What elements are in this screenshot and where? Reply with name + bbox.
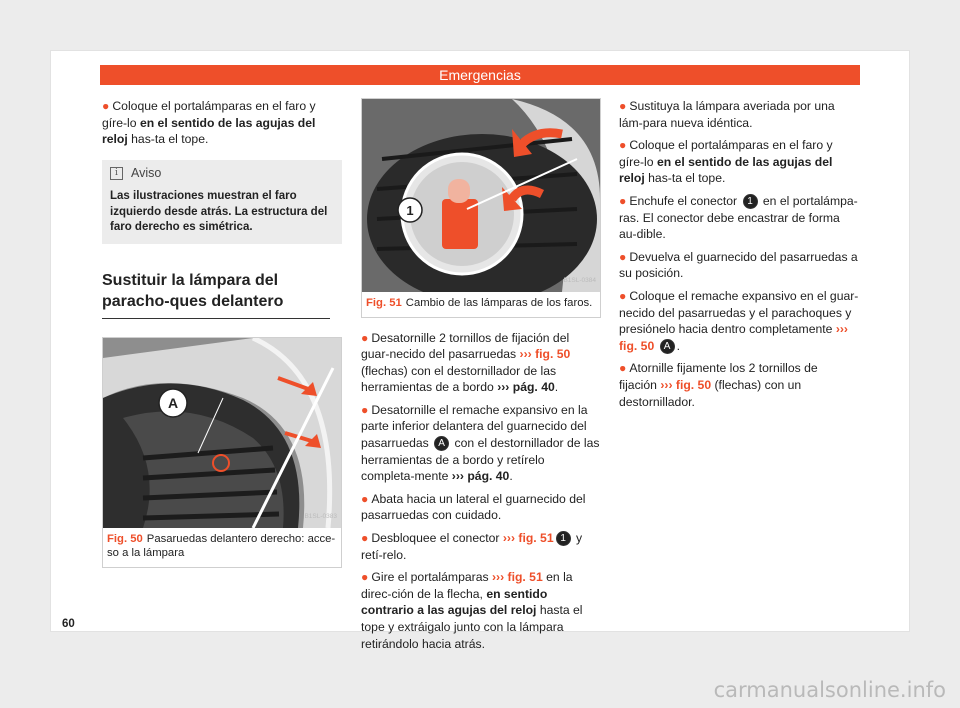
marker-1: 1	[406, 203, 414, 218]
fig-link[interactable]: ››› fig. 51	[491, 570, 543, 585]
page-link[interactable]: ››› pág. 40	[451, 469, 510, 484]
figure-code: B1SL-0383	[304, 513, 337, 521]
figure-code: B1SL-0384	[563, 277, 596, 285]
note-box	[102, 160, 342, 244]
headlamp-illustration	[362, 99, 600, 292]
marker-badge: A	[434, 436, 449, 451]
bullet-icon: ●	[619, 249, 627, 264]
figure-50-image	[103, 338, 341, 528]
page-link[interactable]: ››› pág. 40	[497, 380, 555, 395]
step-tighten-screws: ● Atornille fijamente los 2 tornillos de fijación ››› fig. 50 (flechas) con un destornillador.	[619, 361, 818, 409]
bullet-icon: ●	[361, 330, 369, 345]
bullet-icon: ●	[619, 288, 627, 303]
step-insert-holder-2: ● Coloque el portalámparas en el faro y gíre-lo en el sentido de las agujas del reloj has-ta el tope.	[619, 138, 833, 186]
page-number: 60	[62, 618, 75, 630]
note-title: Aviso	[131, 165, 162, 180]
fig-link[interactable]: ››› fig. 50	[619, 322, 848, 353]
watermark: carmanualsonline.info	[713, 678, 946, 702]
section-header: Emergencias	[100, 65, 860, 85]
step-insert-holder: ● Coloque el portalámparas en el faro y gíre-lo en el sentido de las agujas del reloj has-ta el tope.	[102, 99, 316, 147]
bullet-icon: ●	[102, 99, 110, 113]
note-header	[110, 166, 334, 182]
step-insert-rivet: ● Coloque el remache expansivo en el guar-necido del pasarruedas y el parachoques y presiónelo hacia dentro completamente ››› fig. 50 A .	[619, 288, 859, 353]
bullet-icon: ●	[619, 361, 627, 376]
wheel-arch-illustration	[103, 338, 341, 528]
figure-51	[361, 98, 601, 318]
marker-a: A	[167, 394, 179, 411]
step-unscrew-screws: ● Desatornille 2 tornillos de fijación del guar-necido del pasarruedas ››› fig. 50 (flechas) con el destornillador de las herramientas de a bordo ››› pág. 40.	[361, 330, 571, 395]
marker-badge: A	[660, 339, 675, 354]
bullet-icon: ●	[361, 491, 369, 506]
step-turn-holder: ● Gire el portalámparas ››› fig. 51 en la direc-ción de la flecha, en sentido contrario a las agujas del reloj hasta el tope y extráigalo junto con la lámpara retirándolo hacia atrás.	[361, 570, 583, 651]
marker-badge: 1	[556, 531, 571, 546]
step-plug-connector: ● Enchufe el conector 1 en el portalámpa-ras. El conector debe encastrar de forma au-dible.	[619, 193, 858, 242]
figure-51-image	[362, 99, 600, 292]
fig-link[interactable]: ››› fig. 50	[660, 377, 712, 392]
note-text: Las ilustraciones muestran el faro izquierdo desde atrás. La estructura del faro derecho es simétrica.	[110, 190, 328, 234]
info-icon: i	[110, 167, 123, 180]
bullet-icon: ●	[619, 138, 627, 153]
steps-list-1	[361, 330, 601, 653]
step-replace-lamp: ● Sustituya la lámpara averiada por una lám-para nueva idéntica.	[619, 99, 835, 130]
figure-51-caption: Fig. 51 Cambio de las lámparas de los faros.	[366, 297, 593, 309]
bullet-icon: ●	[619, 99, 627, 113]
step-unlock-connector: ● Desbloquee el conector ››› fig. 51 1 y retí-relo.	[361, 531, 583, 562]
column-1	[102, 98, 342, 568]
fig-link[interactable]: ››› fig. 51	[502, 531, 554, 546]
column-2	[361, 98, 601, 658]
bullet-icon: ●	[361, 531, 369, 546]
bullet-icon: ●	[361, 402, 369, 417]
figure-50	[102, 337, 342, 568]
bullet-icon: ●	[361, 570, 369, 585]
step-return-trim: ● Devuelva el guarnecido del pasarruedas a su posición.	[619, 249, 858, 281]
section-title: Sustituir la lámpara del paracho-ques delantero	[102, 270, 330, 319]
figure-50-caption: Fig. 50 Pasaruedas delantero derecho: acce-so a la lámpara	[107, 532, 336, 560]
bullet-icon: ●	[619, 193, 627, 208]
fig-link[interactable]: ››› fig. 50	[519, 347, 571, 362]
column-3	[619, 98, 859, 416]
step-remove-rivet: ● Desatornille el remache expansivo en la parte inferior delantera del guarnecido del pasarruedas A con el destornillador de las herramientas de a bordo y retírelo completa-mente ››› pág. 40.	[361, 402, 600, 484]
step-fold-trim: ● Abata hacia un lateral el guarnecido del pasarruedas con cuidado.	[361, 491, 586, 523]
marker-badge: 1	[743, 194, 758, 209]
